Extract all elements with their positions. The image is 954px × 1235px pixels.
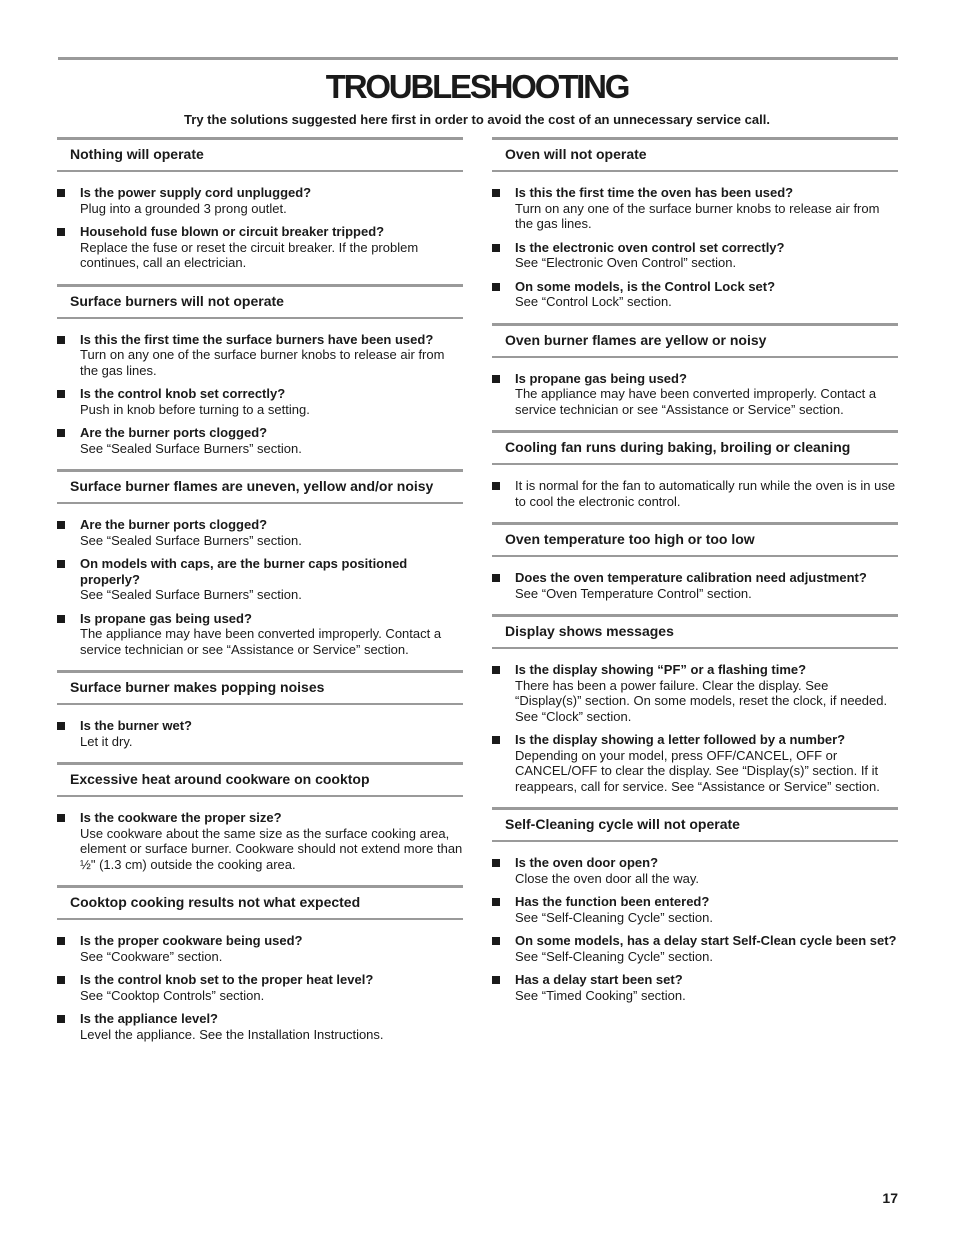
square-bullet-icon [492, 482, 500, 490]
square-bullet-icon [57, 560, 65, 568]
question-text: Is the cookware the proper size? [80, 810, 282, 825]
square-bullet-icon [57, 937, 65, 945]
question-text: Is this the first time the surface burners have been used? [80, 331, 434, 347]
square-bullet-icon [57, 521, 65, 529]
solution-list [57, 797, 463, 885]
list-item [492, 894, 898, 925]
list-item [492, 240, 898, 271]
list-item [492, 933, 898, 964]
right-column [492, 137, 898, 1016]
question-text: Household fuse blown or circuit breaker tripped? [80, 224, 385, 239]
question-text: Are the burner ports clogged? [80, 517, 268, 532]
section-heading: Excessive heat around cookware on cooktop [57, 762, 463, 797]
troubleshooting-section [57, 284, 463, 470]
square-bullet-icon [57, 722, 65, 730]
troubleshooting-section [57, 670, 463, 762]
section-heading: Surface burner makes popping noises [57, 670, 463, 705]
answer-text: See “Cooktop Controls” section. [80, 987, 265, 1003]
list-item [57, 611, 463, 658]
answer-text: See “Timed Cooking” section. [515, 987, 686, 1003]
answer-text: See “Electronic Oven Control” section. [515, 255, 737, 270]
troubleshooting-section [57, 469, 463, 670]
square-bullet-icon [57, 1015, 65, 1023]
square-bullet-icon [492, 189, 500, 197]
answer-text: See “Sealed Surface Burners” section. [80, 532, 302, 548]
page-number: 17 [882, 1190, 898, 1206]
list-item [57, 718, 463, 749]
answer-text: Level the appliance. See the Installation Instructions. [80, 1026, 384, 1042]
list-item [57, 933, 463, 964]
troubleshooting-section [57, 137, 463, 284]
square-bullet-icon [57, 189, 65, 197]
square-bullet-icon [492, 976, 500, 984]
answer-text: Push in knob before turning to a setting. [80, 401, 310, 417]
solution-list [492, 465, 898, 522]
section-heading: Oven temperature too high or too low [492, 522, 898, 557]
question-text: Is propane gas being used? [80, 610, 252, 626]
left-column [57, 137, 463, 1055]
answer-text: Let it dry. [80, 733, 133, 749]
square-bullet-icon [492, 244, 500, 252]
question-text: Is the electronic oven control set correctly? [515, 239, 785, 255]
list-item [57, 224, 463, 271]
list-item [57, 972, 463, 1003]
question-text: Does the oven temperature calibration need adjustment? [515, 570, 867, 585]
answer-text: Turn on any one of the surface burner knobs to release air from the gas lines. [80, 347, 445, 378]
question-text: Are the burner ports clogged? [80, 425, 268, 440]
question-text: Is the display showing a letter followed by a number? [515, 732, 846, 747]
solution-list [57, 504, 463, 670]
square-bullet-icon [57, 429, 65, 437]
answer-text: Depending on your model, press OFF/CANCEL, OFF or CANCEL/OFF to clear the display. See “Display(s)” section. If it reappears, call for service. See “Assistance or Service” section. [515, 747, 880, 794]
answer-text: See “Self-Cleaning Cycle” section. [515, 909, 713, 925]
troubleshooting-section [492, 137, 898, 323]
troubleshooting-section [492, 614, 898, 807]
solution-list [57, 172, 463, 284]
question-text: Is the power supply cord unplugged? [80, 185, 312, 200]
section-heading: Surface burner flames are uneven, yellow and/or noisy [57, 469, 463, 504]
troubleshooting-section [492, 323, 898, 431]
question-text: Is the appliance level? [80, 1011, 218, 1026]
list-item [57, 810, 463, 872]
troubleshooting-section [492, 430, 898, 522]
list-item [492, 478, 898, 509]
answer-text: It is normal for the fan to automatically run while the oven is in use to cool the electronic control. [515, 478, 896, 509]
solution-list [492, 842, 898, 1016]
question-text: Is propane gas being used? [515, 370, 687, 386]
answer-text: See “Sealed Surface Burners” section. [80, 587, 302, 602]
question-text: Is the display showing “PF” or a flashing time? [515, 662, 807, 677]
list-item [492, 662, 898, 724]
list-item [492, 855, 898, 886]
list-item [492, 279, 898, 310]
list-item [492, 972, 898, 1003]
question-text: Is the control knob set to the proper heat level? [80, 972, 374, 987]
answer-text: See “Self-Cleaning Cycle” section. [515, 948, 713, 964]
answer-text: Replace the fuse or reset the circuit breaker. If the problem continues, call an electrician. [80, 239, 419, 270]
section-heading: Display shows messages [492, 614, 898, 649]
question-text: On models with caps, are the burner caps positioned properly? [80, 556, 408, 587]
list-item [57, 386, 463, 417]
list-item [492, 185, 898, 232]
square-bullet-icon [492, 898, 500, 906]
solution-list [492, 358, 898, 431]
square-bullet-icon [57, 228, 65, 236]
solution-list [492, 172, 898, 323]
section-heading: Oven burner flames are yellow or noisy [492, 323, 898, 358]
troubleshooting-section [492, 807, 898, 1016]
intro-text: Try the solutions suggested here first in order to avoid the cost of an unnecessary service call. [184, 112, 770, 127]
troubleshooting-section [492, 522, 898, 614]
square-bullet-icon [492, 666, 500, 674]
section-heading: Oven will not operate [492, 137, 898, 172]
answer-text: Plug into a grounded 3 prong outlet. [80, 200, 287, 216]
answer-text: Close the oven door all the way. [515, 870, 700, 886]
solution-list [492, 649, 898, 807]
square-bullet-icon [57, 336, 65, 344]
square-bullet-icon [57, 814, 65, 822]
top-divider [58, 57, 898, 60]
list-item [57, 332, 463, 379]
troubleshooting-section [57, 762, 463, 885]
question-text: Has the function been entered? [515, 894, 710, 909]
question-text: Has a delay start been set? [515, 972, 683, 987]
section-heading: Cooling fan runs during baking, broiling or cleaning [492, 430, 898, 465]
list-item [57, 425, 463, 456]
list-item [57, 1011, 463, 1042]
list-item [492, 570, 898, 601]
list-item [57, 556, 463, 603]
page-title: TROUBLESHOOTING [325, 68, 629, 105]
solution-list [57, 319, 463, 470]
square-bullet-icon [492, 574, 500, 582]
solution-list [57, 705, 463, 762]
list-item [492, 732, 898, 794]
section-heading: Cooktop cooking results not what expected [57, 885, 463, 920]
question-text: Is this the first time the oven has been used? [515, 185, 794, 200]
answer-text: See “Oven Temperature Control” section. [515, 585, 752, 601]
list-item [57, 517, 463, 548]
answer-text: Turn on any one of the surface burner knobs to release air from the gas lines. [515, 200, 880, 231]
answer-text: The appliance may have been converted improperly. Contact a service technician or see “Assistance or Service” section. [515, 386, 877, 417]
square-bullet-icon [57, 615, 65, 623]
square-bullet-icon [57, 390, 65, 398]
solution-list [57, 920, 463, 1055]
square-bullet-icon [492, 859, 500, 867]
list-item [57, 185, 463, 216]
troubleshooting-section [57, 885, 463, 1055]
question-text: On some models, has a delay start Self-Clean cycle been set? [515, 933, 897, 948]
question-text: Is the burner wet? [80, 718, 192, 733]
question-text: Is the proper cookware being used? [80, 933, 303, 948]
answer-text: See “Control Lock” section. [515, 294, 672, 309]
square-bullet-icon [492, 937, 500, 945]
list-item [492, 371, 898, 418]
answer-text: See “Sealed Surface Burners” section. [80, 440, 302, 456]
question-text: Is the oven door open? [515, 855, 659, 870]
question-text: Is the control knob set correctly? [80, 386, 286, 401]
square-bullet-icon [492, 375, 500, 383]
answer-text: Use cookware about the same size as the surface cooking area, element or surface burner. Cookware should not extend more than ½" (1.3 cm) outside the cooking area. [80, 825, 463, 872]
square-bullet-icon [492, 736, 500, 744]
section-heading: Self-Cleaning cycle will not operate [492, 807, 898, 842]
answer-text: The appliance may have been converted improperly. Contact a service technician or see “Assistance or Service” section. [80, 626, 442, 657]
question-text: On some models, is the Control Lock set? [515, 278, 776, 294]
answer-text: There has been a power failure. Clear the display. See “Display(s)” section. On some models, reset the clock, if needed. See “Clock” section. [515, 677, 888, 724]
square-bullet-icon [57, 976, 65, 984]
section-heading: Nothing will operate [57, 137, 463, 172]
square-bullet-icon [492, 283, 500, 291]
answer-text: See “Cookware” section. [80, 948, 223, 964]
solution-list [492, 557, 898, 614]
section-heading: Surface burners will not operate [57, 284, 463, 319]
